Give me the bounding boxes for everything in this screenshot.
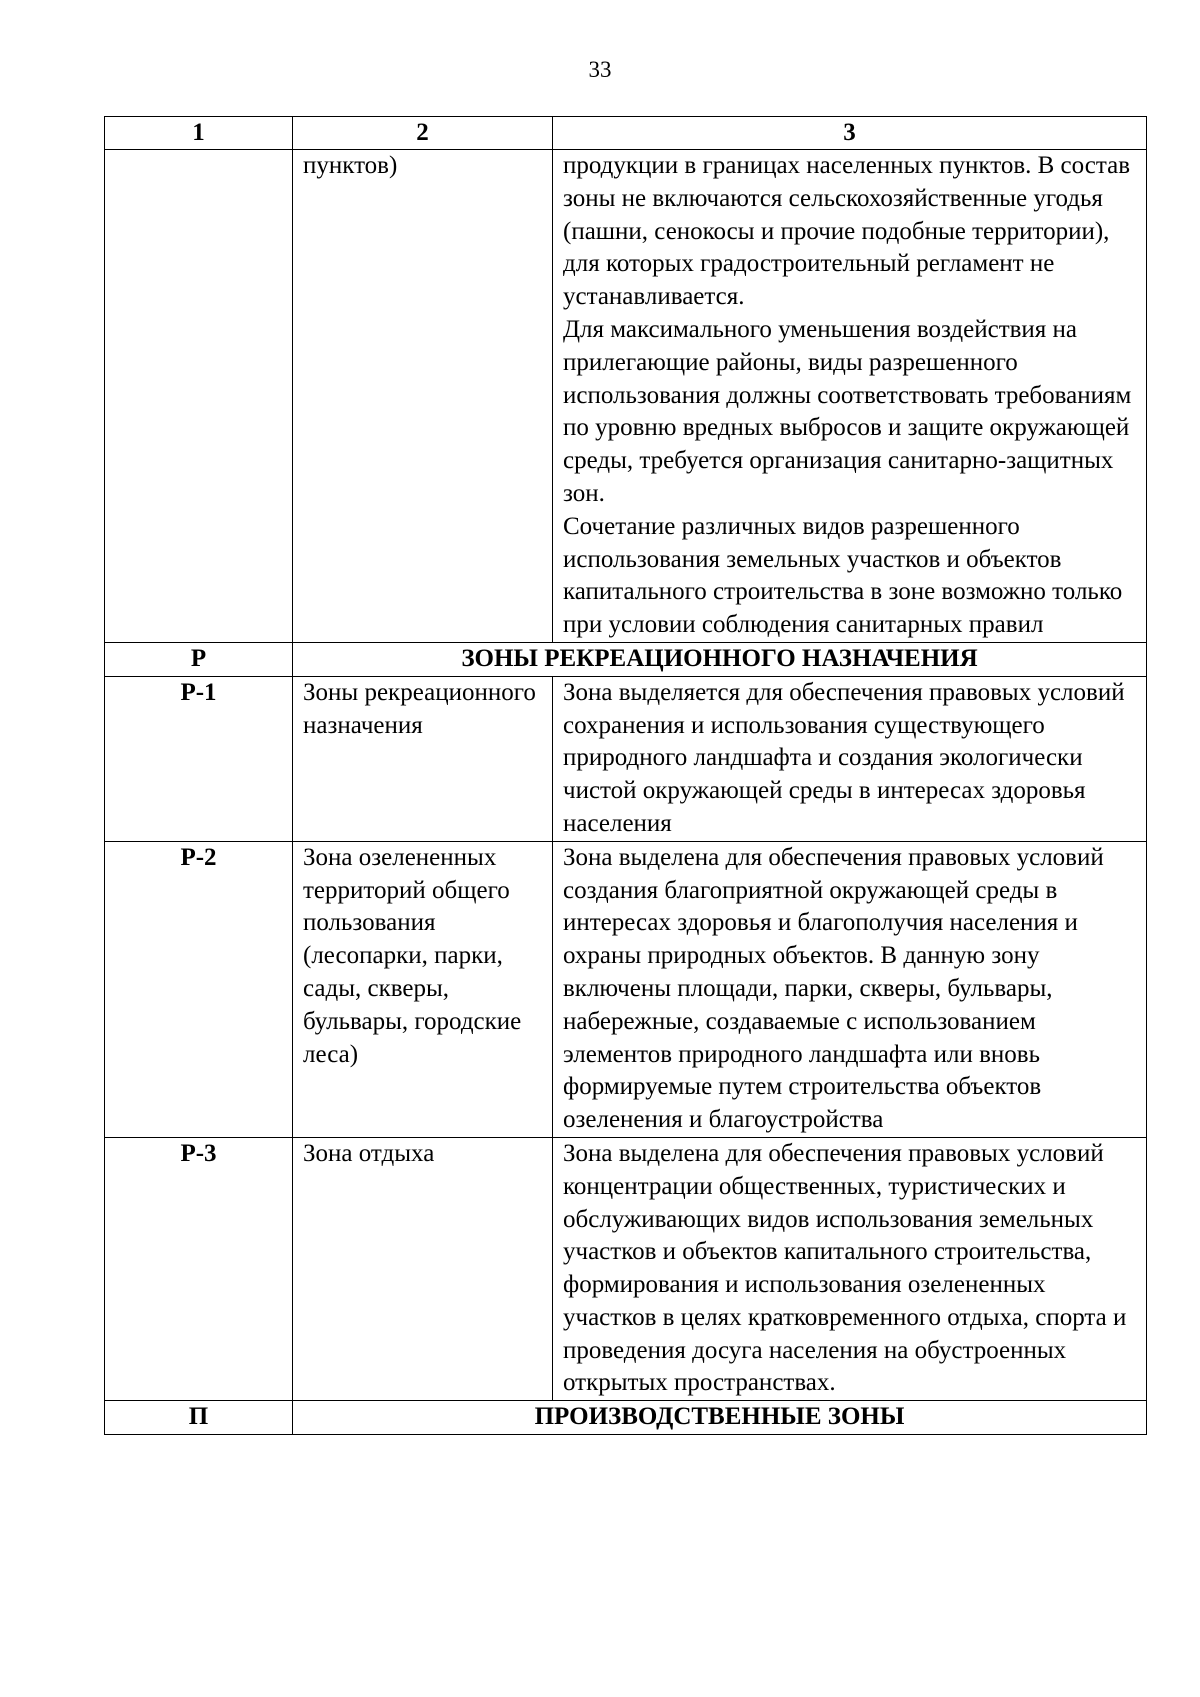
zone-description [553,150,1147,643]
zone-name: Зоны рекреационного назначения [293,676,553,841]
zone-description: Зона выделена для обеспечения правовых условий создания благоприятной окружающей среды в интересах здоровья и благополучия населения и охраны природных объектов. В данную зону включены площади, парки, скверы, бульвары, набережные, создаваемые с использованием элементов природного ландшафта или вновь формируемые путем строительства объектов озеленения и благоустройства [553,841,1147,1137]
zone-code: Р-1 [105,676,293,841]
section-row-recreation [105,642,1147,676]
zone-name: Зона отдыха [293,1137,553,1400]
section-code: Р [105,642,293,676]
description-paragraph: Сочетание различных видов разрешенного использования земельных участков и объектов капитального строительства в зоне возможно только при условии соблюдения санитарных правил [563,512,1123,639]
zone-code: Р-3 [105,1137,293,1400]
zone-name: Зона озелененных территорий общего пользования (лесопарки, парки, сады, скверы, бульвары, городские леса) [293,841,553,1137]
section-row-production [105,1401,1147,1435]
description-paragraph: Для максимального уменьшения воздействия на прилегающие районы, виды разрешенного использования должны соответствовать требованиям по уровню вредных выбросов и защите окружающей среды, требуется организация санитарно-защитных зон. [563,315,1132,507]
zone-name: пунктов) [293,150,553,643]
column-header-2: 2 [293,117,553,150]
column-header-1: 1 [105,117,293,150]
zone-description: Зона выделена для обеспечения правовых условий концентрации общественных, туристических и обслуживающих видов использования земельных участков и объектов капитального строительства, формирования и использования озелененных участков в целях кратковременного отдыха, спорта и проведения досуга населения на обустроенных открытых пространствах. [553,1137,1147,1400]
section-code: П [105,1401,293,1435]
page-number: 33 [588,57,612,82]
zones-table [104,116,1147,1435]
table-header-row [105,117,1147,150]
table-row-r3 [105,1137,1147,1400]
zone-code [105,150,293,643]
section-title: ЗОНЫ РЕКРЕАЦИОННОГО НАЗНАЧЕНИЯ [293,642,1147,676]
section-title: ПРОИЗВОДСТВЕННЫЕ ЗОНЫ [293,1401,1147,1435]
table-row-continuation [105,150,1147,643]
table-row-r1 [105,676,1147,841]
zone-description: Зона выделяется для обеспечения правовых условий сохранения и использования существующего природного ландшафта и создания экологически чистой окружающей среды в интересах здоровья населения [553,676,1147,841]
description-paragraph: продукции в границах населенных пунктов. В состав зоны не включаются сельскохозяйственные угодья (пашни, сенокосы и прочие подобные территории), для которых градостроительный регламент не устанавливается. [563,152,1130,311]
table-row-r2 [105,841,1147,1137]
column-header-3: 3 [553,117,1147,150]
zone-code: Р-2 [105,841,293,1137]
